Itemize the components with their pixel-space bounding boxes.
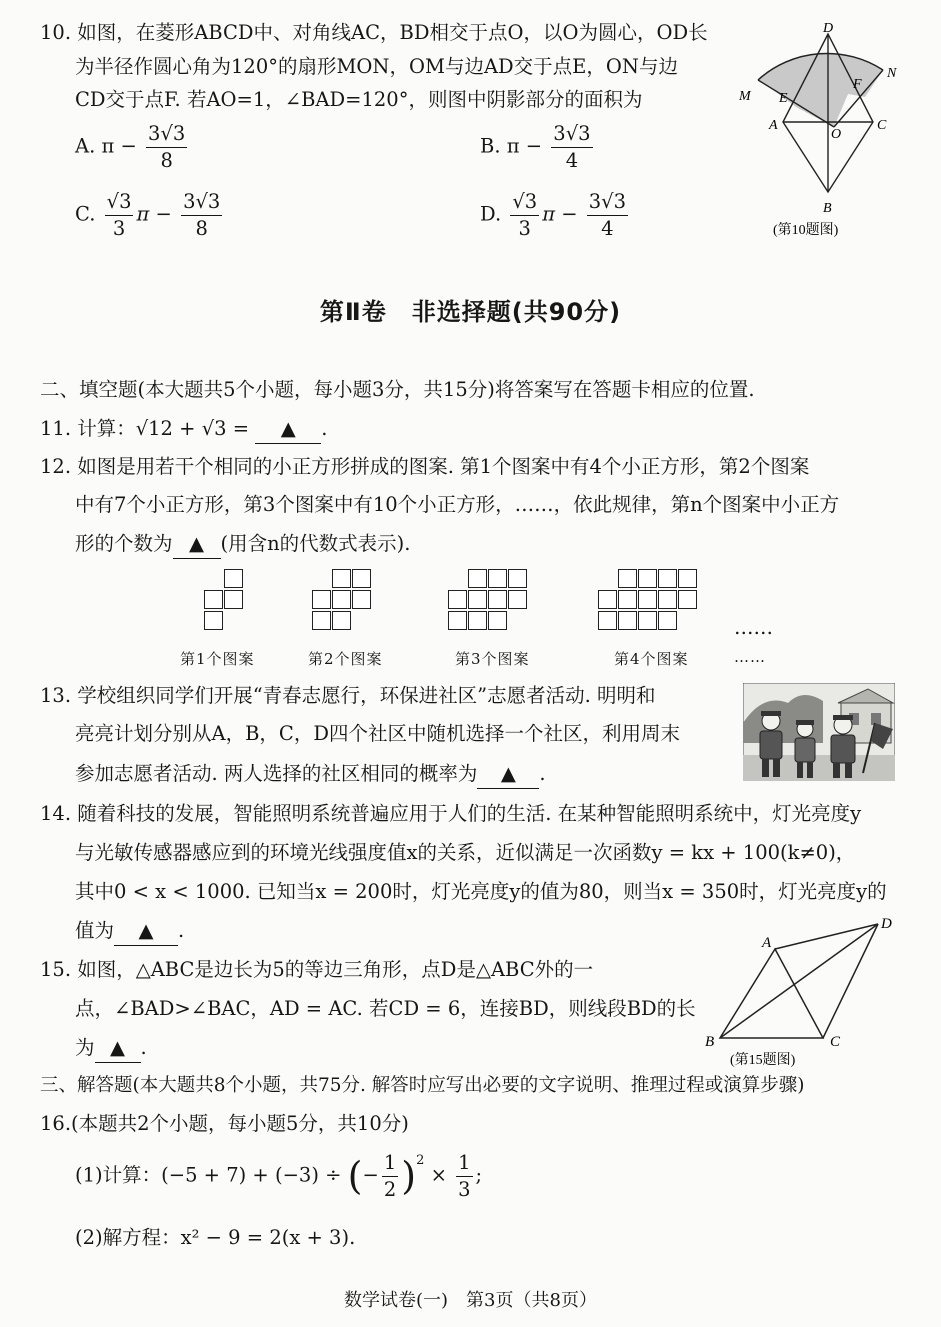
q10-option-b: B. π − $\frac{3√3}{4}$	[480, 122, 591, 172]
q12-line3: 形的个数为 ▲ (用含n的代数式表示).	[75, 530, 411, 559]
q13-line3: 参加志愿者活动. 两人选择的社区相同的概率为 ▲ .	[75, 760, 546, 789]
label-d: D	[823, 22, 834, 36]
pattern-4	[598, 569, 708, 635]
q14-line4: 值为 ▲ .	[75, 917, 184, 946]
q14-line3: 其中0 < x < 1000. 已知当x = 200时，灯光亮度y的值为80，则当x = 350时，灯光亮度y的	[75, 880, 887, 903]
q16-title: 16.(本题共2个小题，每小题5分，共10分)	[40, 1112, 409, 1135]
q15-figure-caption: (第15题图)	[730, 1053, 796, 1068]
label-b: B	[705, 1034, 715, 1050]
q14-answer-blank: ▲	[114, 917, 178, 946]
q13-line2: 亮亮计划分别从A，B，C，D四个社区中随机选择一个社区，利用周末	[75, 722, 680, 745]
q10-line2: 为半径作圆心角为120°的扇形MON，OM与边AD交于点E，ON与边	[75, 55, 678, 78]
part2-header: 二、填空题(本大题共5个小题，每小题3分，共15分)将答案写在答题卡相应的位置.	[40, 378, 755, 401]
label-d: D	[881, 916, 892, 932]
label-c: C	[830, 1034, 841, 1050]
q11-expression: √12 + √3 =	[135, 417, 250, 440]
label-c: C	[877, 118, 887, 133]
q12-line1: 12. 如图是用若干个相同的小正方形拼成的图案. 第1个图案中有4个小正方形，第2个图案	[40, 455, 810, 478]
pattern-1-caption: 第1个图案	[180, 650, 255, 668]
q13-line1: 13. 学校组织同学们开展“青春志愿行，环保进社区”志愿者活动. 明明和	[40, 684, 656, 707]
label-b: B	[823, 201, 832, 216]
pattern-3-caption: 第3个图案	[455, 650, 530, 668]
q14-line2: 与光敏传感器感应到的环境光线强度值x的关系，近似满足一次函数y = kx + 100(k≠0)，	[75, 841, 856, 864]
shaded-region	[758, 53, 883, 127]
q13-answer-blank: ▲	[477, 760, 539, 789]
q12-answer-blank: ▲	[173, 530, 221, 559]
q12-line2: 中有7个小正方形，第3个图案中有10个小正方形，……，依此规律，第n个图案中小正方	[75, 493, 840, 516]
q15-line2: 点，∠BAD>∠BAC，AD = AC. 若CD = 6，连接BD，则线段BD的长	[75, 997, 696, 1020]
q10-line3: CD交于点F. 若AO=1，∠BAD=120°，则图中阴影部分的面积为	[75, 88, 643, 111]
label-a: A	[769, 118, 778, 133]
pattern-2-caption: 第2个图案	[308, 650, 383, 668]
q10-option-c: C. $\frac{√3}{3}$ π − $\frac{3√3}{8}$	[75, 190, 221, 240]
q10-option-a: A. π − $\frac{3√3}{8}$	[75, 122, 186, 172]
triangle-abc	[720, 949, 823, 1038]
pattern-2	[312, 569, 392, 635]
label-f: F	[853, 77, 862, 92]
q15-answer-blank: ▲	[95, 1034, 141, 1063]
pattern-3	[448, 569, 538, 635]
part3-header: 三、解答题(本大题共8个小题，共75分. 解答时应写出必要的文字说明、推理过程或演算步骤)	[40, 1075, 805, 1096]
q10-figure	[735, 22, 905, 252]
q10-line1: 10. 如图，在菱形ABCD中、对角线AC，BD相交于点O，以O为圆心，OD长	[40, 21, 708, 44]
label-n: N	[887, 66, 897, 81]
q15-figure	[700, 914, 905, 1070]
q11-answer-blank: ▲	[255, 415, 321, 444]
label-m: M	[739, 89, 751, 104]
q15-line1: 15. 如图，△ABC是边长为5的等边三角形，点D是△ABC外的一	[40, 958, 594, 981]
pattern-ellipsis: ……	[734, 616, 773, 639]
volunteers-illustration	[743, 683, 895, 781]
label-o: O	[831, 127, 842, 142]
page-footer: 数学试卷(一) 第3页（共8页）	[344, 1290, 597, 1311]
q15-line3: 为 ▲ .	[75, 1034, 147, 1063]
label-a: A	[762, 935, 772, 951]
q10-option-d: D. $\frac{√3}{3}$ π − $\frac{3√3}{4}$	[480, 190, 627, 240]
pattern-4-caption: 第4个图案	[614, 650, 689, 668]
q10-figure-caption: (第10题图)	[773, 223, 839, 238]
caption-ellipsis: ……	[734, 648, 766, 666]
label-e: E	[779, 91, 788, 106]
q16-part2: (2)解方程：x² − 9 = 2(x + 3).	[75, 1226, 356, 1249]
q16-part1: (1)计算：(−5 + 7) + (−3) ÷ (− $\frac{1}{2}$ )$^2$ × $\frac{1}{3}$ ;	[75, 1151, 483, 1201]
q14-line1: 14. 随着科技的发展，智能照明系统普遍应用于人们的生活. 在某种智能照明系统中，灯光亮度y	[40, 802, 862, 825]
pattern-1	[204, 569, 264, 635]
q11: 11. 计算：√12 + √3 = ▲ .	[40, 415, 327, 444]
section-2-title: 第Ⅱ卷 非选择题(共90分)	[319, 298, 622, 326]
